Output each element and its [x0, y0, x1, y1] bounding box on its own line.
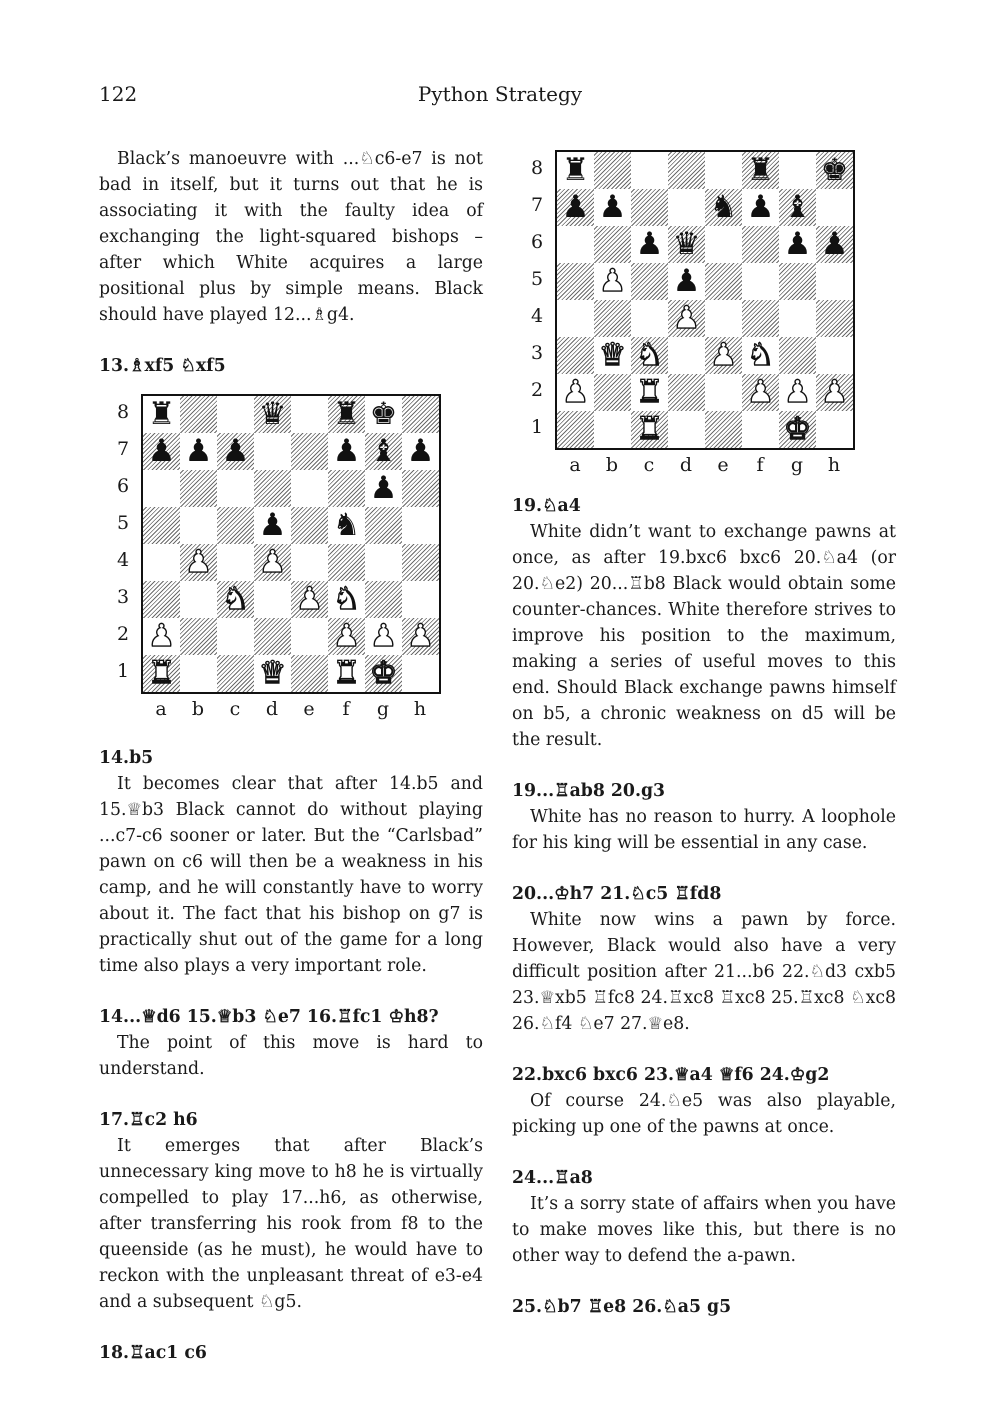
- square-d7: [668, 189, 705, 226]
- move-14-paragraph: It becomes clear that after 14.b5 and 15.♕b3 Black cannot do without playing ...c7-c6 sooner or later. But the “Carlsbad” pawn on c6 will then be a weakness in his camp, and he will constantly have to worry about it. The fact that his bishop on g7 is practically shut out of the game for a long time also plays a very important role.: [99, 774, 483, 976]
- white-queen-icon: ♛: [598, 337, 627, 373]
- square-a5: [143, 507, 180, 544]
- white-pawn-icon: ♟: [332, 618, 361, 654]
- file-label: b: [605, 454, 619, 476]
- rank-label: 3: [116, 586, 130, 608]
- square-f5: [742, 263, 779, 300]
- black-rook-icon: ♜: [561, 152, 590, 188]
- square-h1: [402, 655, 439, 692]
- black-queen-icon: ♛: [258, 396, 287, 432]
- square-e8: [705, 152, 742, 189]
- move-17-heading: 17.♖c2 h6: [99, 1110, 198, 1130]
- rank-label: 1: [530, 416, 544, 438]
- file-label: e: [303, 698, 315, 720]
- black-pawn-icon: ♟: [184, 433, 213, 469]
- square-d3: [668, 337, 705, 374]
- square-b8: [594, 152, 631, 189]
- square-g4: [365, 544, 402, 581]
- square-a4: [557, 300, 594, 337]
- black-pawn-icon: ♟: [598, 189, 627, 225]
- white-pawn-icon: ♟: [820, 374, 849, 410]
- square-d3: [254, 581, 291, 618]
- square-a5: [557, 263, 594, 300]
- square-h3: [402, 581, 439, 618]
- white-rook-icon: ♜: [332, 655, 361, 691]
- black-pawn-icon: ♟: [820, 226, 849, 262]
- square-a6: [557, 226, 594, 263]
- left-column: [99, 146, 483, 1366]
- black-pawn-icon: ♟: [783, 226, 812, 262]
- square-c7: [631, 189, 668, 226]
- file-label: g: [790, 454, 804, 476]
- square-g8: [779, 152, 816, 189]
- rank-label: 5: [530, 268, 544, 290]
- white-knight-icon: ♞: [221, 581, 250, 617]
- white-queen-icon: ♛: [258, 655, 287, 691]
- square-b2: [180, 618, 217, 655]
- square-e5: [291, 507, 328, 544]
- square-e6: [291, 470, 328, 507]
- square-c5: [631, 263, 668, 300]
- move-22-paragraph: Of course 24.♘e5 was also playable, picking up one of the pawns at once.: [512, 1091, 896, 1137]
- black-bishop-icon: ♝: [369, 433, 398, 469]
- white-pawn-icon: ♟: [369, 618, 398, 654]
- file-label: b: [191, 698, 205, 720]
- chess-diagram-1: [99, 394, 483, 741]
- square-h7: [816, 189, 853, 226]
- square-h6: [402, 470, 439, 507]
- black-pawn-icon: ♟: [406, 433, 435, 469]
- square-b1: [594, 411, 631, 448]
- file-label: a: [155, 698, 167, 720]
- white-knight-icon: ♞: [332, 581, 361, 617]
- square-a6: [143, 470, 180, 507]
- white-pawn-icon: ♟: [783, 374, 812, 410]
- rank-label: 7: [116, 438, 130, 460]
- rank-label: 2: [530, 379, 544, 401]
- file-label: g: [376, 698, 390, 720]
- move-24-heading: 24...♖a8: [512, 1168, 593, 1188]
- rank-label: 4: [116, 549, 130, 571]
- white-pawn-icon: ♟: [406, 618, 435, 654]
- square-e7: [291, 433, 328, 470]
- square-e4: [291, 544, 328, 581]
- black-king-icon: ♚: [820, 152, 849, 188]
- square-d1: [668, 411, 705, 448]
- black-pawn-icon: ♟: [369, 470, 398, 506]
- file-label: e: [717, 454, 729, 476]
- square-f6: [328, 470, 365, 507]
- white-pawn-icon: ♟: [258, 544, 287, 580]
- square-e5: [705, 263, 742, 300]
- white-knight-icon: ♞: [635, 337, 664, 373]
- file-label: h: [413, 698, 427, 720]
- move-17-paragraph: It emerges that after Black’s unnecessary king move to h8 he is virtually compelled to play 17...h6, as otherwise, after transferring his rook from f8 to the queenside (as he must), he would have to reckon with the unpleasant threat of e3-e4 and a subsequent ♘g5.: [99, 1136, 483, 1312]
- square-a3: [557, 337, 594, 374]
- move-19b-paragraph: White has no reason to hurry. A loophole for his king will be essential in any case.: [512, 807, 896, 853]
- black-queen-icon: ♛: [672, 226, 701, 262]
- white-pawn-icon: ♟: [709, 337, 738, 373]
- square-h4: [816, 300, 853, 337]
- move-20-heading: 20...♔h7 21.♘c5 ♖fd8: [512, 884, 722, 904]
- rank-label: 6: [530, 231, 544, 253]
- square-b4: [594, 300, 631, 337]
- square-e4: [705, 300, 742, 337]
- black-pawn-icon: ♟: [221, 433, 250, 469]
- page-number: 122: [99, 82, 138, 106]
- square-c5: [217, 507, 254, 544]
- file-label: c: [643, 454, 655, 476]
- square-b1: [180, 655, 217, 692]
- square-c4: [631, 300, 668, 337]
- square-c1: [217, 655, 254, 692]
- move-19-heading: 19.♘a4: [512, 496, 581, 516]
- black-knight-icon: ♞: [709, 189, 738, 225]
- square-e2: [291, 618, 328, 655]
- black-pawn-icon: ♟: [332, 433, 361, 469]
- move-22-heading: 22.bxc6 bxc6 23.♕a4 ♕f6 24.♔g2: [512, 1065, 830, 1085]
- rank-label: 6: [116, 475, 130, 497]
- square-e2: [705, 374, 742, 411]
- square-c2: [217, 618, 254, 655]
- move-14b-paragraph: The point of this move is hard to understand.: [99, 1033, 483, 1079]
- intro-paragraph: Black’s manoeuvre with ...♘c6-e7 is not bad in itself, but it turns out that he is associating it with the faulty idea of exchanging the light-squared bishops – after which White acquires a large positional plus by simple means. Black should have played 12...♗g4.: [99, 149, 483, 325]
- square-e6: [705, 226, 742, 263]
- white-pawn-icon: ♟: [147, 618, 176, 654]
- file-label: a: [569, 454, 581, 476]
- move-20-paragraph: White now wins a pawn by force. However, Black would also have a very difficult position after 21...b6 22.♘d3 cxb5 23.♕xb5 ♖fc8 24.♖xc8 ♖xc8 25.♖xc8 ♘xc8 26.♘f4 ♘e7 27.♕e8.: [512, 910, 896, 1034]
- square-b6: [180, 470, 217, 507]
- rank-label: 7: [530, 194, 544, 216]
- white-pawn-icon: ♟: [561, 374, 590, 410]
- square-h5: [402, 507, 439, 544]
- square-g5: [779, 263, 816, 300]
- file-label: c: [229, 698, 241, 720]
- square-d2: [668, 374, 705, 411]
- move-14-heading: 14.b5: [99, 748, 154, 768]
- square-b3: [180, 581, 217, 618]
- square-f4: [742, 300, 779, 337]
- square-f4: [328, 544, 365, 581]
- black-rook-icon: ♜: [746, 152, 775, 188]
- file-label: d: [679, 454, 693, 476]
- white-pawn-icon: ♟: [184, 544, 213, 580]
- square-b8: [180, 396, 217, 433]
- square-e8: [291, 396, 328, 433]
- white-pawn-icon: ♟: [672, 300, 701, 336]
- black-pawn-icon: ♟: [672, 263, 701, 299]
- move-14b-heading: 14...♕d6 15.♕b3 ♘e7 16.♖fc1 ♔h8?: [99, 1007, 439, 1027]
- white-pawn-icon: ♟: [598, 263, 627, 299]
- black-pawn-icon: ♟: [258, 507, 287, 543]
- square-a3: [143, 581, 180, 618]
- file-label: f: [342, 698, 350, 720]
- white-rook-icon: ♜: [635, 411, 664, 447]
- move-19b-heading: 19...♖ab8 20.g3: [512, 781, 666, 801]
- black-pawn-icon: ♟: [635, 226, 664, 262]
- black-pawn-icon: ♟: [147, 433, 176, 469]
- white-rook-icon: ♜: [635, 374, 664, 410]
- black-pawn-icon: ♟: [746, 189, 775, 225]
- white-rook-icon: ♜: [147, 655, 176, 691]
- square-f6: [742, 226, 779, 263]
- black-rook-icon: ♜: [147, 396, 176, 432]
- chessboard: [555, 150, 855, 450]
- black-king-icon: ♚: [369, 396, 398, 432]
- rank-label: 3: [530, 342, 544, 364]
- rank-label: 8: [530, 157, 544, 179]
- black-rook-icon: ♜: [332, 396, 361, 432]
- square-g3: [779, 337, 816, 374]
- white-king-icon: ♚: [783, 411, 812, 447]
- black-bishop-icon: ♝: [783, 189, 812, 225]
- square-g5: [365, 507, 402, 544]
- square-h5: [816, 263, 853, 300]
- file-label: h: [827, 454, 841, 476]
- square-b2: [594, 374, 631, 411]
- square-c4: [217, 544, 254, 581]
- square-h1: [816, 411, 853, 448]
- move-19-paragraph: White didn’t want to exchange pawns at once, as after 19.bxc6 bxc6 20.♘a4 (or 20.♘e2) 20...♖b8 Black would obtain some counter-chances. White therefore strives to improve his position to the maximum, making a series of useful moves to this end. Should Black exchange pawns himself on b5, a chronic weakness on d5 will be the result.: [512, 522, 896, 750]
- square-f1: [742, 411, 779, 448]
- rank-label: 5: [116, 512, 130, 534]
- black-knight-icon: ♞: [332, 507, 361, 543]
- chessboard: [141, 394, 441, 694]
- black-pawn-icon: ♟: [561, 189, 590, 225]
- square-d2: [254, 618, 291, 655]
- white-king-icon: ♚: [369, 655, 398, 691]
- square-a4: [143, 544, 180, 581]
- square-c8: [217, 396, 254, 433]
- square-a1: [557, 411, 594, 448]
- square-d6: [254, 470, 291, 507]
- square-e1: [705, 411, 742, 448]
- square-g4: [779, 300, 816, 337]
- square-b6: [594, 226, 631, 263]
- white-knight-icon: ♞: [746, 337, 775, 373]
- square-d7: [254, 433, 291, 470]
- square-h3: [816, 337, 853, 374]
- rank-label: 4: [530, 305, 544, 327]
- square-b5: [180, 507, 217, 544]
- square-c8: [631, 152, 668, 189]
- chess-diagram-2: [527, 150, 857, 480]
- move-25-heading: 25.♘b7 ♖e8 26.♘a5 g5: [512, 1297, 732, 1317]
- rank-label: 8: [116, 401, 130, 423]
- white-pawn-icon: ♟: [295, 581, 324, 617]
- running-title: Python Strategy: [417, 82, 583, 106]
- right-column: [512, 493, 896, 1320]
- rank-label: 2: [116, 623, 130, 645]
- move-24-paragraph: It’s a sorry state of affairs when you have to make moves like this, but there is no other way to defend the a-pawn.: [512, 1194, 896, 1266]
- file-label: d: [265, 698, 279, 720]
- move-18-heading: 18.♖ac1 c6: [99, 1343, 207, 1363]
- file-label: f: [756, 454, 764, 476]
- square-h8: [402, 396, 439, 433]
- square-d8: [668, 152, 705, 189]
- move-13-heading: 13.♗xf5 ♘xf5: [99, 356, 226, 376]
- rank-label: 1: [116, 660, 130, 682]
- white-pawn-icon: ♟: [746, 374, 775, 410]
- square-c6: [217, 470, 254, 507]
- square-g3: [365, 581, 402, 618]
- square-e1: [291, 655, 328, 692]
- square-h4: [402, 544, 439, 581]
